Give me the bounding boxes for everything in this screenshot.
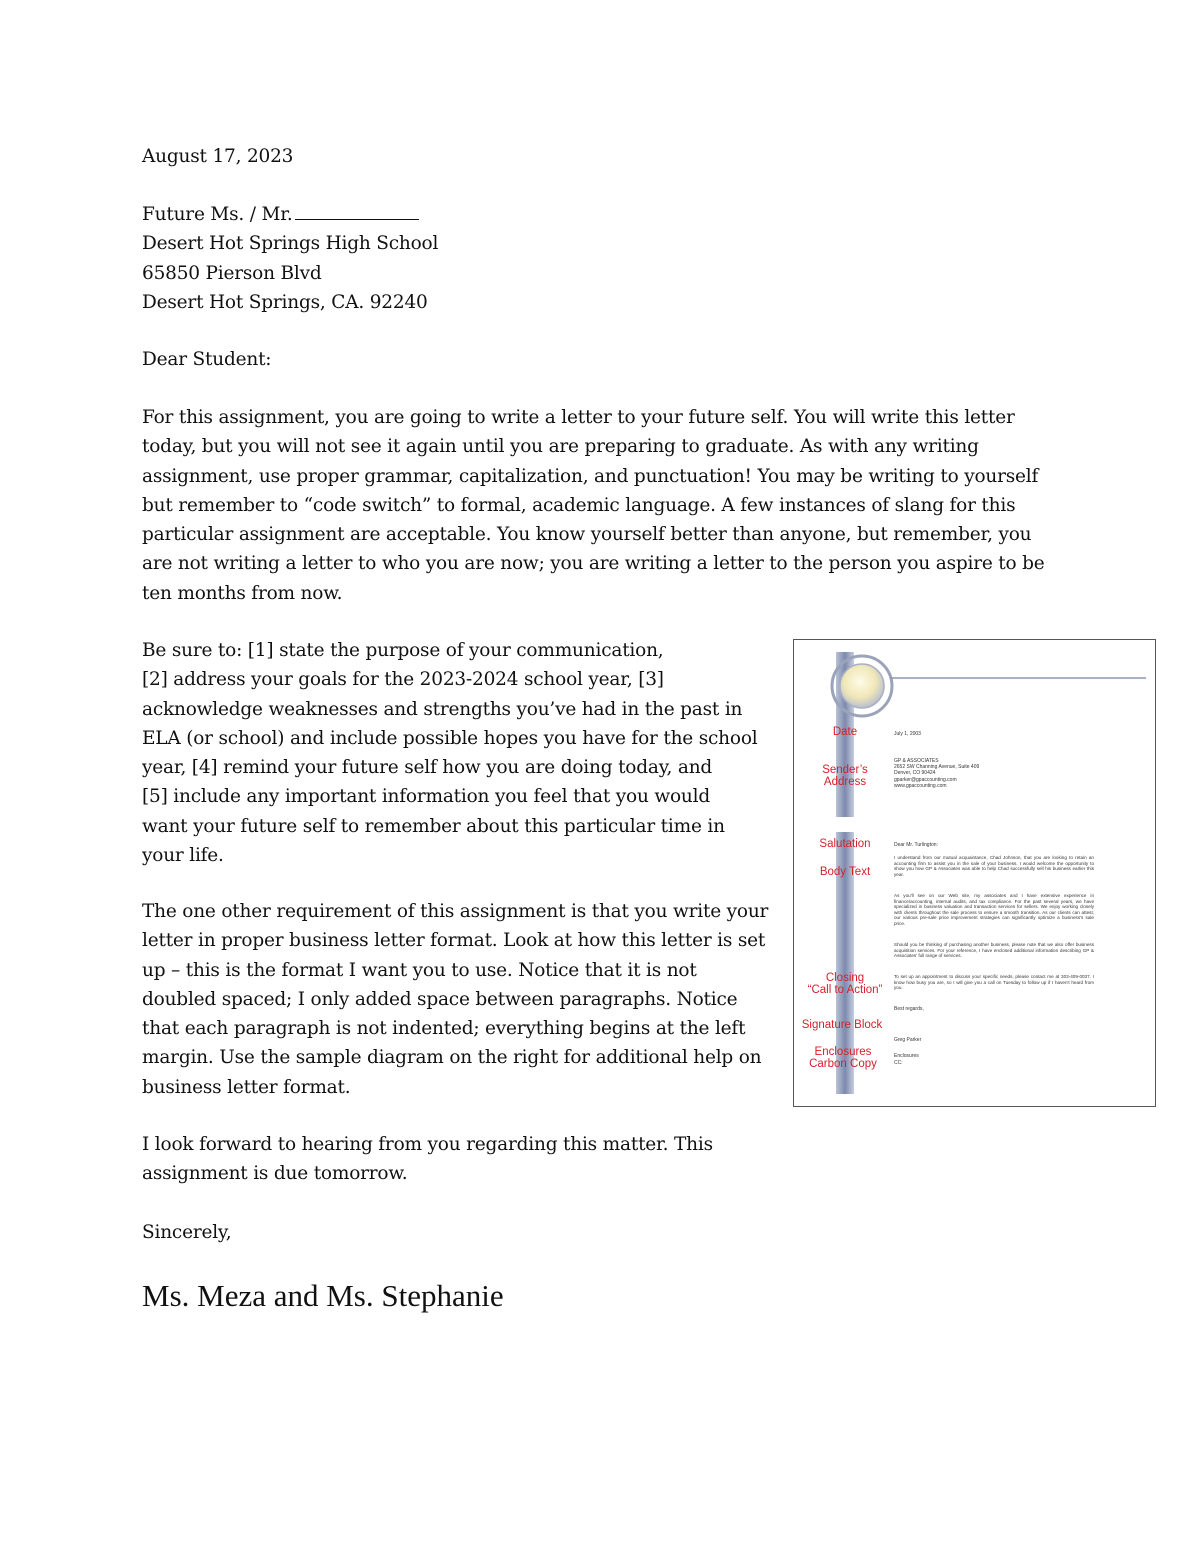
sample-salutation: Dear Mr. Turlington: [894, 842, 938, 848]
recipient-name-line [142, 200, 438, 229]
diagram-label-enclosures [800, 1046, 886, 1070]
paragraph-line: today, but you will not see it again until you are preparing to graduate. As with any writing [142, 436, 979, 458]
paragraph-line: but remember to “code switch” to formal, academic language. A few instances of slang for this [142, 494, 1016, 516]
paragraph-line: your life. [142, 845, 224, 867]
diagram-label-closing [798, 972, 892, 996]
complimentary-close: Sincerely, [142, 1222, 232, 1243]
paragraph-line: business letter format. [142, 1076, 351, 1098]
paragraph-line: particular assignment are acceptable. You know yourself better than anyone, but remember, you [142, 524, 1032, 546]
salutation: Dear Student: [142, 349, 272, 370]
paragraph-line: that each paragraph is not indented; everything begins at the left [142, 1018, 746, 1040]
sample-name: Greg Parker [894, 1037, 922, 1043]
paragraph-intro [142, 403, 1045, 608]
diagram-label-date: Date [832, 726, 858, 738]
sample-cc: CC: [894, 1060, 903, 1066]
diagram-label-signature-block: Signature Block [801, 1019, 883, 1031]
recipient-prefix: Future Ms. / Mr. [142, 204, 293, 225]
sample-letter-diagram [793, 639, 1156, 1107]
paragraph-line: are not writing a letter to who you are now; you are writing a letter to the person you aspire to be [142, 553, 1045, 575]
paragraph-line: assignment is due tomorrow. [142, 1163, 408, 1185]
label-line: Enclosures [814, 1046, 872, 1058]
recipient-city: Desert Hot Springs, CA. 92240 [142, 291, 428, 313]
paragraph-line: [5] include any important information you feel that you would [142, 786, 711, 808]
paragraph-line: ten months from now. [142, 582, 343, 604]
diagram-label-salutation: Salutation [819, 838, 871, 850]
paragraph-line: I look forward to hearing from you regarding this matter. This [142, 1134, 713, 1155]
signature: Ms. Meza and Ms. Stephanie [142, 1278, 504, 1313]
paragraph-line: letter in proper business letter format. Look at how this letter is set [142, 930, 766, 952]
label-line: Address [823, 776, 867, 788]
letter-date: August 17, 2023 [142, 146, 294, 167]
sample-enclosure: Enclosures [894, 1053, 919, 1059]
paragraph-line: doubled spaced; I only added space between paragraphs. Notice [142, 988, 738, 1010]
sample-regards: Best regards, [894, 1006, 924, 1012]
paragraph-line: acknowledge weaknesses and strengths you’ve had in the past in [142, 698, 743, 720]
sample-date: July 1, 2003 [894, 731, 921, 737]
recipient-block [142, 200, 438, 317]
sample-paragraph: Should you be thinking of purchasing another business, please note that we also offer business acquisition services. For your reference, I have enclosed additional information describing GP & Associates' full range of services. [894, 942, 1094, 959]
paragraph-line: up – this is the format I want you to use. Notice that it is not [142, 959, 697, 981]
diagram-label-senders-address [808, 764, 882, 788]
paragraph-closing [142, 1130, 713, 1189]
diagram-label-body-text: Body Text [819, 866, 871, 878]
address-line: www.gpaccounting.com [894, 782, 947, 789]
label-line: Sender’s [822, 764, 868, 776]
name-blank [295, 201, 419, 220]
paragraph-line: year, [4] remind your future self how you are doing today, and [142, 757, 713, 779]
paragraph-line: assignment, use proper grammar, capitalization, and punctuation! You may be writing to yourself [142, 465, 1039, 487]
label-line: “Call to Action” [807, 984, 883, 996]
paragraph-line: ELA (or school) and include possible hopes you have for the school [142, 727, 758, 749]
address-line: 2652 SW Channing Avenue, Suite 409 [894, 764, 980, 771]
paragraph-line: want your future self to remember about this particular time in [142, 815, 725, 837]
address-line: GP & ASSOCIATES [894, 758, 939, 764]
sample-paragraph: To set up an appointment to discuss your specific needs, please contact me at 303-409-0037. I know how busy you are, so I will give you a call on Tuesday to follow up if I haven't heard from you. [894, 974, 1094, 991]
label-line: Carbon Copy [809, 1058, 877, 1070]
recipient-street: 65850 Pierson Blvd [142, 262, 322, 284]
label-line: Closing [825, 972, 865, 984]
paragraph-requirements [142, 636, 757, 870]
paragraph-line: [2] address your goals for the 2023-2024 school year, [3] [142, 669, 664, 691]
sample-paragraph: I understand from our mutual acquaintance, Chad Johnson, that you are looking to retain an accounting firm to assist you in the sale of your business. I would welcome the opportunity to show you how GP & Associates was able to help Chad successfully sell his business earlier this year. [894, 855, 1094, 877]
address-line: Denver, CO 90424 [894, 770, 936, 777]
paragraph-line: For this assignment, you are going to write a letter to your future self. You will write this letter [142, 407, 1015, 428]
paragraph-line: Be sure to: [1] state the purpose of your communication, [142, 640, 664, 661]
sample-address [894, 758, 979, 789]
paragraph-line: The one other requirement of this assignment is that you write your [142, 901, 769, 922]
paragraph-format [142, 897, 768, 1102]
paragraph-line: margin. Use the sample diagram on the right for additional help on [142, 1047, 762, 1069]
sample-paragraph: As you'll see on our Web site, my associates and I have extensive experience in finance/accounting, internal audits, and tax compliance. For the past several years, we have specialized in business valuation and transaction services for sellers. We enjoy working closely with clients throughout the sale process to ensure a smooth transition. As our clients can attest, our various pre-sale price improvement strategies can significantly optimize a business's sale price. [894, 893, 1094, 926]
address-line: gparker@gpaccounting.com [894, 776, 957, 783]
diagram-logo-graphic [824, 648, 1154, 718]
recipient-school: Desert Hot Springs High School [142, 233, 439, 255]
